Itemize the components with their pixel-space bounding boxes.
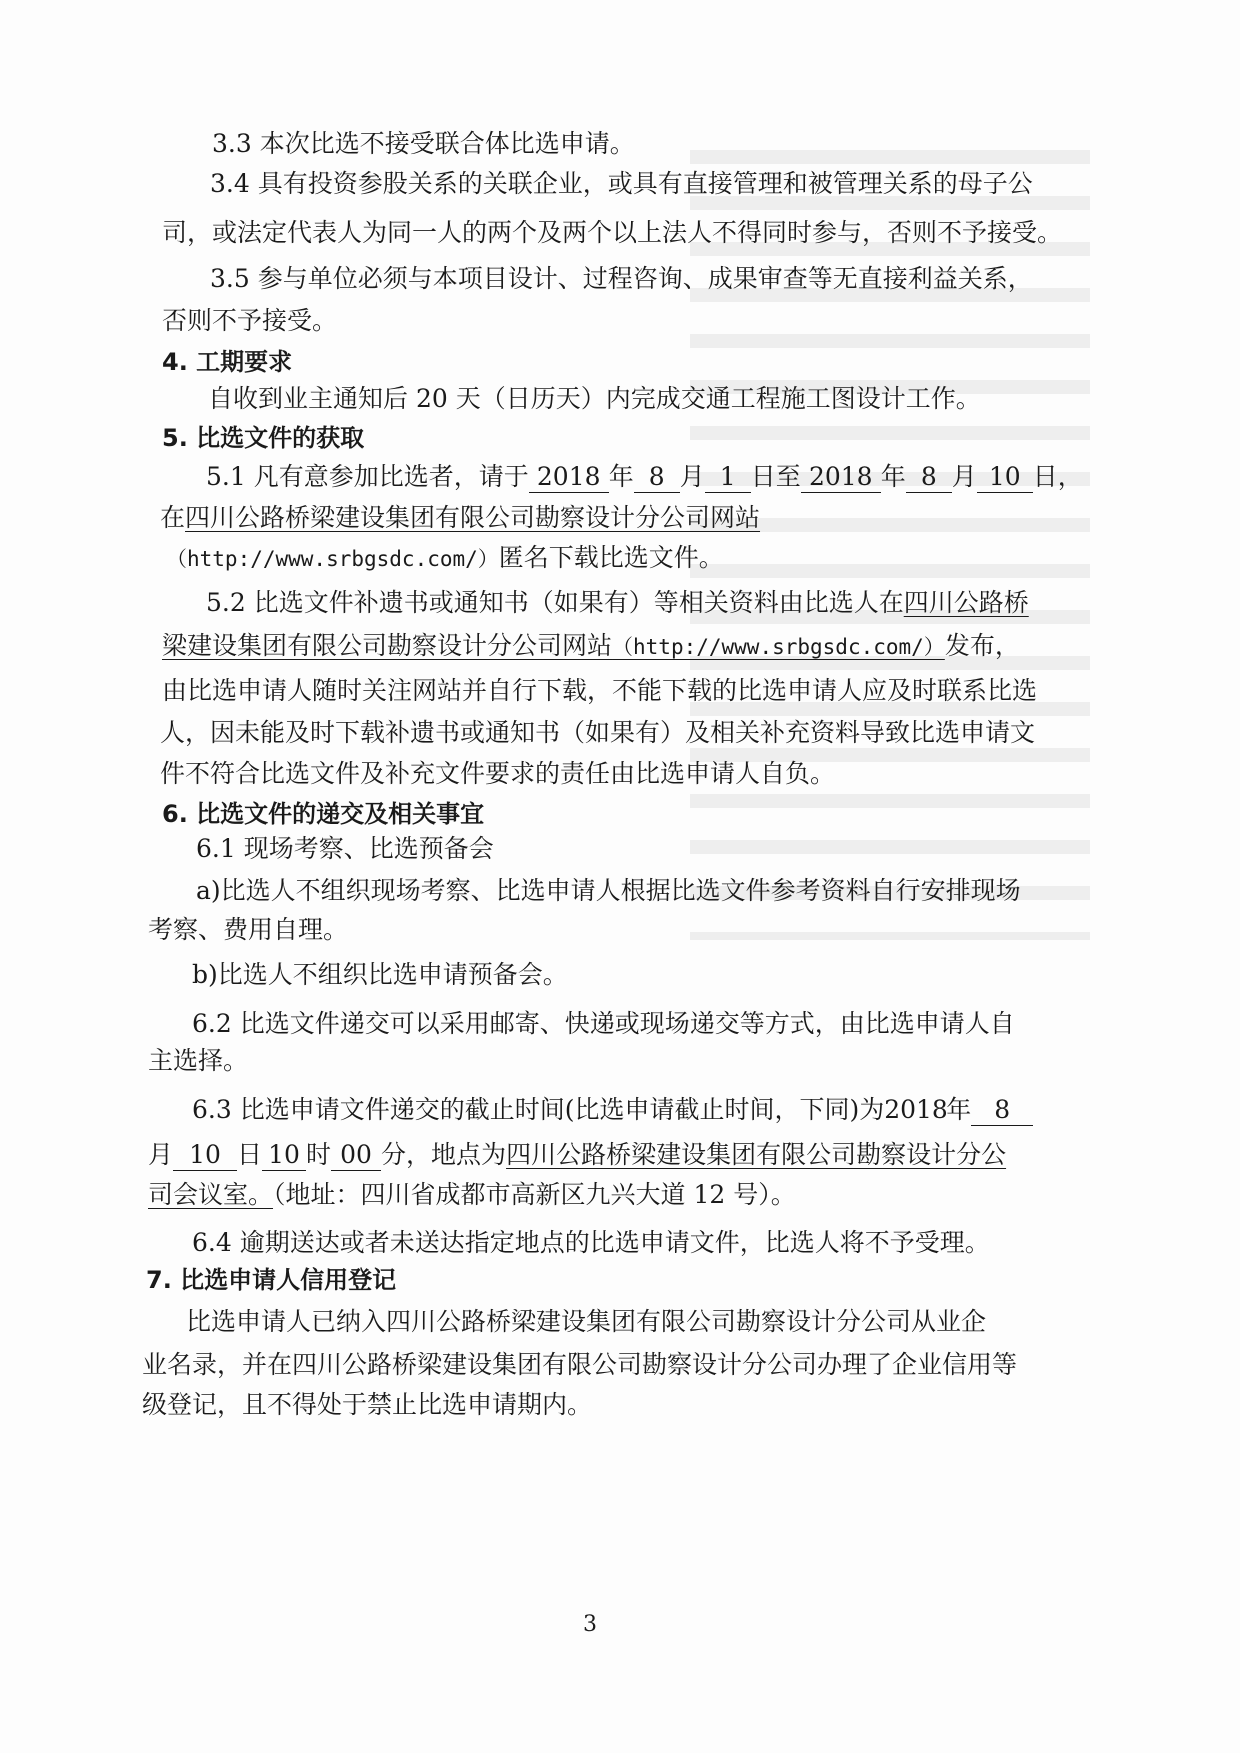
- para-5-2-publish: 发布，: [944, 631, 1020, 660]
- unit-day: 日，: [1032, 462, 1083, 491]
- para-6-4: 6.4 逾期送达或者未送达指定地点的比选申请文件，比选人将不予受理。: [192, 1228, 990, 1257]
- deadline-hour: 10: [262, 1140, 306, 1171]
- para-5-2-line3: 由比选申请人随时关注网站并自行下载，不能下载的比选申请人应及时联系比选: [162, 676, 1038, 705]
- para-5-1-line3: [166, 541, 724, 576]
- deadline-month: 8: [971, 1095, 1033, 1126]
- unit-year-3: 年: [946, 1095, 972, 1124]
- para-6-3-intro: 6.3 比选申请文件递交的截止时间(比选申请截止时间，下同)为: [192, 1095, 885, 1124]
- para-b: b)比选人不组织比选申请预备会。: [192, 960, 568, 989]
- para-5-1-prefix: 在: [160, 503, 186, 532]
- para-3-5-line1: 3.5 参与单位必须与本项目设计、过程咨询、成果审查等无直接利益关系，: [210, 264, 1033, 293]
- para-5-2-line2: [162, 629, 1020, 664]
- end-year: 2018: [801, 462, 881, 493]
- para-5-1-line2: [160, 501, 760, 535]
- para-3-4-line2: 司，或法定代表人为同一人的两个及两个以上法人不得同时参与，否则不予接受。: [162, 218, 1063, 247]
- para-5-2-line1: [206, 586, 1029, 620]
- deadline-minute: 00: [331, 1140, 381, 1171]
- para-5-1-line1: [206, 460, 1083, 494]
- para-5-1-suffix: 匿名下载比选文件。: [498, 543, 724, 572]
- end-month: 8: [906, 462, 952, 493]
- site-name-link-2b[interactable]: 梁建设集团有限公司勘察设计分公司网站: [162, 631, 613, 660]
- para-6-2-line2: 主选择。: [148, 1046, 249, 1075]
- unit-month: 月: [679, 462, 705, 491]
- site-name-link[interactable]: 四川公路桥梁建设集团有限公司勘察设计分公司网站: [185, 503, 761, 532]
- deadline-day: 10: [173, 1140, 237, 1171]
- para-a-line2: 考察、费用自理。: [148, 915, 349, 944]
- page-number: 3: [583, 1612, 597, 1637]
- para-a-line1: a)比选人不组织现场考察、比选申请人根据比选文件参考资料自行安排现场: [196, 876, 1021, 905]
- para-6-3-line1: [192, 1093, 1033, 1127]
- para-7-line2: 业名录，并在四川公路桥梁建设集团有限公司勘察设计分公司办理了企业信用等: [142, 1350, 1018, 1379]
- end-day: 10: [977, 462, 1033, 493]
- heading-5: 5. 比选文件的获取: [162, 424, 365, 452]
- para-5-2-line5: 件不符合比选文件及补充文件要求的责任由比选申请人自负。: [160, 759, 836, 788]
- para-5-2-line4: 人，因未能及时下载补遗书或通知书（如果有）及相关补充资料导致比选申请文: [160, 718, 1036, 747]
- heading-4: 4. 工期要求: [162, 348, 293, 376]
- para-6-2-line1: 6.2 比选文件递交可以采用邮寄、快递或现场递交等方式，由比选申请人自: [192, 1009, 1015, 1038]
- para-5-1-intro: 5.1 凡有意参加比选者，请于: [206, 462, 529, 491]
- heading-7: 7. 比选申请人信用登记: [146, 1266, 397, 1294]
- unit-month-2: 月: [951, 462, 977, 491]
- para-3-4-line1: 3.4 具有投资参股关系的关联企业，或具有直接管理和被管理关系的母子公: [210, 169, 1033, 198]
- site-url-2[interactable]: （http://www.srbgsdc.com/）: [612, 635, 945, 659]
- site-name-link-2a[interactable]: 四川公路桥: [903, 588, 1029, 617]
- start-day: 1: [705, 462, 751, 493]
- venue-line1: 四川公路桥梁建设集团有限公司勘察设计分公: [506, 1140, 1007, 1169]
- start-month: 8: [634, 462, 680, 493]
- para-6-1: 6.1 现场考察、比选预备会: [196, 834, 494, 863]
- unit-hour: 时: [306, 1140, 332, 1169]
- heading-6: 6. 比选文件的递交及相关事宜: [162, 800, 485, 828]
- unit-year: 年: [608, 462, 634, 491]
- unit-day-3: 日: [237, 1140, 263, 1169]
- site-url[interactable]: （http://www.srbgsdc.com/）: [166, 547, 499, 571]
- venue-address: （地址：四川省成都市高新区九兴大道 12 号）。: [273, 1180, 796, 1209]
- deadline-year: 2018: [884, 1095, 948, 1124]
- para-3-5-line2: 否则不予接受。: [162, 306, 338, 335]
- unit-month-3: 月: [148, 1140, 174, 1169]
- unit-year-2: 年: [880, 462, 906, 491]
- para-6-3-line3: [148, 1178, 796, 1212]
- para-7-line1: 比选申请人已纳入四川公路桥梁建设集团有限公司勘察设计分公司从业企: [186, 1307, 987, 1336]
- unit-minute: 分，地点为: [381, 1140, 507, 1169]
- para-6-3-line2: [148, 1138, 1006, 1172]
- para-5-2-intro: 5.2 比选文件补遗书或通知书（如果有）等相关资料由比选人在: [206, 588, 904, 617]
- unit-day-to: 日至: [750, 462, 801, 491]
- para-4: 自收到业主通知后 20 天（日历天）内完成交通工程施工图设计工作。: [208, 384, 981, 413]
- para-3-3: 3.3 本次比选不接受联合体比选申请。: [212, 129, 635, 158]
- para-7-line3: 级登记，且不得处于禁止比选申请期内。: [142, 1390, 593, 1419]
- start-year: 2018: [529, 462, 609, 493]
- venue-line2: 司会议室。: [148, 1180, 274, 1209]
